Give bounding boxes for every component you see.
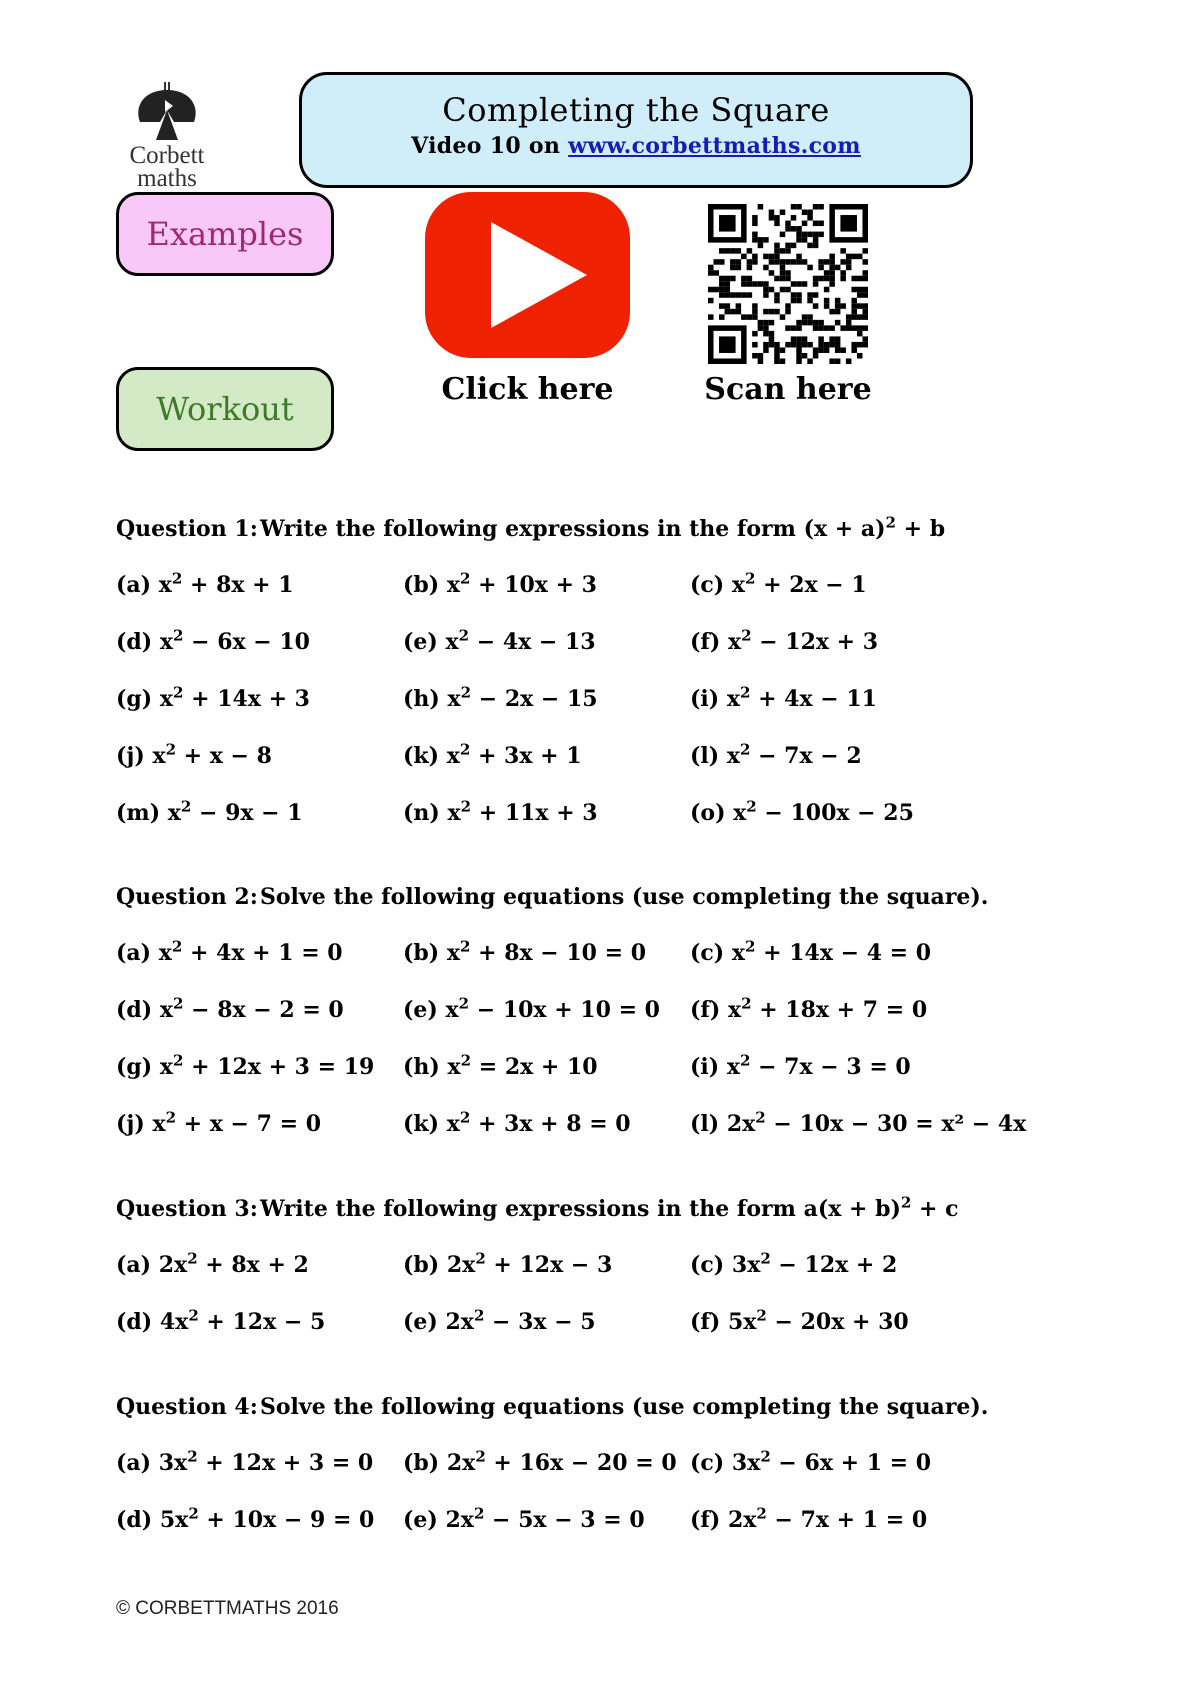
item-exponent: 2	[187, 1447, 198, 1466]
item-exponent: 2	[741, 994, 752, 1013]
question-2-heading	[116, 884, 988, 910]
item-label: (k)	[403, 1111, 440, 1137]
item-label: (b)	[403, 1450, 440, 1476]
item-label: (m)	[116, 800, 161, 826]
item-rest: + 3x + 8 = 0	[470, 1111, 631, 1137]
question-item	[403, 1306, 596, 1335]
item-term: 4x	[159, 1309, 189, 1335]
item-exponent: 2	[171, 569, 183, 588]
item-label: (h)	[403, 1054, 440, 1080]
item-term: x	[726, 686, 740, 712]
item-label: (f)	[690, 997, 721, 1023]
instruction-exponent: 2	[885, 513, 896, 532]
item-term: 2x	[445, 1309, 474, 1335]
item-exponent: 2	[165, 1108, 177, 1127]
question-item	[116, 1504, 375, 1533]
question-item	[690, 994, 928, 1023]
video-play-button[interactable]	[425, 192, 630, 358]
item-exponent: 2	[171, 937, 183, 956]
item-term: x	[158, 940, 172, 966]
item-label: (a)	[116, 1450, 152, 1476]
item-label: (e)	[403, 997, 438, 1023]
item-exponent: 2	[741, 626, 752, 645]
instruction-tail: + b	[895, 516, 946, 542]
item-rest: + 8x + 2	[197, 1252, 309, 1278]
item-term: x	[731, 940, 746, 966]
question-item	[403, 626, 596, 655]
item-rest: − 100x − 25	[756, 800, 914, 826]
item-term: 5x	[159, 1507, 189, 1533]
question-item	[116, 1447, 374, 1476]
item-label: (k)	[403, 743, 440, 769]
item-rest: − 6x − 10	[183, 629, 310, 655]
question-item	[690, 1504, 928, 1533]
question-item	[690, 626, 879, 655]
question-item	[690, 683, 877, 712]
item-term: x	[447, 800, 461, 826]
item-term: x	[446, 1111, 460, 1137]
item-rest: − 20x + 30	[766, 1309, 909, 1335]
item-rest: − 9x − 1	[191, 800, 303, 826]
question-item	[403, 1108, 631, 1137]
item-exponent: 2	[173, 1051, 184, 1070]
item-label: (d)	[116, 997, 153, 1023]
item-exponent: 2	[188, 1504, 199, 1523]
item-exponent: 2	[755, 1108, 766, 1127]
item-term: x	[159, 686, 173, 712]
question-instruction: Solve the following equations (use completing the square).	[260, 1394, 989, 1420]
item-label: (e)	[403, 1309, 438, 1335]
item-term: x	[445, 997, 459, 1023]
item-rest: − 10x + 10 = 0	[469, 997, 660, 1023]
item-exponent: 2	[473, 1504, 485, 1523]
corbettmaths-logo	[112, 82, 222, 192]
item-rest: − 12x + 3	[751, 629, 879, 655]
item-label: (d)	[116, 1507, 153, 1533]
item-term: x	[159, 629, 173, 655]
item-exponent: 2	[760, 1447, 771, 1466]
question-instruction: Write the following expressions in the form (x + a)	[260, 516, 886, 542]
item-rest: − 7x + 1 = 0	[766, 1507, 928, 1533]
question-item	[116, 740, 272, 769]
item-exponent: 2	[745, 937, 756, 956]
item-exponent: 2	[180, 797, 192, 816]
item-exponent: 2	[188, 1306, 199, 1325]
item-rest: = 2x + 10	[471, 1054, 598, 1080]
question-item	[403, 1447, 677, 1476]
item-term: x	[152, 743, 166, 769]
scan-here-label: Scan here	[704, 372, 872, 407]
item-rest: − 12x + 2	[770, 1252, 898, 1278]
question-1-heading	[116, 513, 946, 542]
logo-icon	[132, 82, 202, 144]
question-instruction: Write the following expressions in the form a(x + b)	[260, 1196, 901, 1222]
question-item	[690, 1447, 932, 1476]
item-label: (e)	[403, 1507, 438, 1533]
question-item	[116, 1051, 375, 1080]
item-label: (c)	[690, 1450, 725, 1476]
item-rest: − 5x − 3 = 0	[484, 1507, 645, 1533]
item-label: (f)	[690, 1309, 721, 1335]
question-item	[403, 569, 597, 598]
item-rest: − 7x − 2	[750, 743, 862, 769]
item-exponent: 2	[746, 797, 757, 816]
question-number: Question 2:	[116, 884, 258, 910]
copyright-footer: © CORBETTMATHS 2016	[116, 1598, 339, 1619]
item-label: (h)	[403, 686, 440, 712]
play-icon	[425, 192, 630, 358]
item-exponent: 2	[458, 994, 470, 1013]
item-rest: − 8x − 2 = 0	[183, 997, 344, 1023]
item-rest: + 11x + 3	[471, 800, 598, 826]
question-number: Question 1:	[116, 516, 258, 542]
instruction-tail: + c	[911, 1196, 959, 1222]
item-rest: − 10x − 30 = x² − 4x	[765, 1111, 1027, 1137]
question-item	[690, 1249, 898, 1278]
item-term: x	[167, 800, 181, 826]
item-label: (b)	[403, 572, 440, 598]
question-item	[116, 626, 310, 655]
item-exponent: 2	[459, 740, 471, 759]
item-rest: + 12x + 3 = 19	[183, 1054, 375, 1080]
item-term: x	[159, 1054, 173, 1080]
item-rest: − 7x − 3 = 0	[750, 1054, 911, 1080]
item-label: (n)	[403, 800, 440, 826]
video-prefix: Video 10 on	[411, 133, 569, 159]
question-item	[690, 1108, 1027, 1137]
item-term: x	[445, 629, 459, 655]
item-term: 2x	[446, 1450, 476, 1476]
video-reference	[302, 133, 970, 159]
item-label: (l)	[690, 743, 720, 769]
item-exponent: 2	[187, 1249, 198, 1268]
item-label: (d)	[116, 629, 153, 655]
item-rest: + 12x − 3	[485, 1252, 613, 1278]
question-item	[690, 797, 914, 826]
item-rest: + 14x − 4 = 0	[755, 940, 932, 966]
item-term: x	[733, 800, 747, 826]
logo-line2: maths	[137, 165, 197, 192]
item-exponent: 2	[475, 1447, 486, 1466]
item-term: 3x	[731, 1252, 761, 1278]
item-label: (a)	[116, 940, 152, 966]
item-exponent: 2	[165, 740, 177, 759]
question-item	[116, 937, 343, 966]
workout-button[interactable]: Workout	[116, 367, 334, 451]
item-rest: + 4x + 1 = 0	[182, 940, 343, 966]
item-rest: + 10x + 3	[470, 572, 597, 598]
question-item	[403, 797, 598, 826]
item-label: (l)	[690, 1111, 720, 1137]
item-rest: + 4x − 11	[750, 686, 877, 712]
item-term: 5x	[727, 1309, 757, 1335]
item-rest: + 10x − 9 = 0	[198, 1507, 375, 1533]
question-item	[403, 683, 598, 712]
question-item	[690, 937, 932, 966]
question-item	[403, 994, 660, 1023]
item-exponent: 2	[475, 1249, 486, 1268]
item-exponent: 2	[173, 626, 184, 645]
item-label: (i)	[690, 1054, 720, 1080]
qr-code-icon[interactable]	[708, 204, 868, 364]
question-item	[403, 937, 647, 966]
item-label: (a)	[116, 1252, 152, 1278]
item-label: (i)	[690, 686, 720, 712]
item-exponent: 2	[458, 626, 470, 645]
question-item	[116, 797, 303, 826]
item-label: (b)	[403, 940, 440, 966]
item-exponent: 2	[459, 1108, 471, 1127]
question-3-heading	[116, 1193, 959, 1222]
item-term: x	[446, 743, 460, 769]
question-item	[116, 1306, 326, 1335]
item-label: (a)	[116, 572, 152, 598]
item-label: (d)	[116, 1309, 153, 1335]
item-rest: + 3x + 1	[470, 743, 582, 769]
question-item	[116, 683, 310, 712]
website-link[interactable]: www.corbettmaths.com	[568, 133, 861, 159]
item-term: 2x	[445, 1507, 474, 1533]
item-label: (o)	[690, 800, 726, 826]
item-rest: + 8x − 10 = 0	[470, 940, 647, 966]
item-exponent: 2	[173, 683, 184, 702]
question-item	[403, 1504, 645, 1533]
page-title: Completing the Square	[442, 91, 830, 129]
item-exponent: 2	[756, 1306, 767, 1325]
item-term: 3x	[731, 1450, 761, 1476]
item-term: x	[159, 997, 173, 1023]
item-exponent: 2	[739, 1051, 751, 1070]
item-exponent: 2	[460, 937, 471, 956]
item-rest: + 8x + 1	[182, 572, 294, 598]
item-label: (j)	[116, 1111, 145, 1137]
item-label: (c)	[690, 572, 725, 598]
question-4-heading	[116, 1394, 988, 1420]
question-item	[403, 1051, 598, 1080]
item-exponent: 2	[460, 569, 471, 588]
item-label: (f)	[690, 1507, 721, 1533]
question-item	[690, 1306, 909, 1335]
item-rest: + x − 7 = 0	[176, 1111, 322, 1137]
item-label: (f)	[690, 629, 721, 655]
logo-line1: Corbett	[129, 142, 205, 169]
question-number: Question 4:	[116, 1394, 258, 1420]
item-rest: + 12x − 5	[198, 1309, 326, 1335]
item-rest: − 4x − 13	[469, 629, 596, 655]
item-exponent: 2	[473, 1306, 485, 1325]
item-exponent: 2	[460, 797, 472, 816]
item-exponent: 2	[460, 1051, 472, 1070]
item-term: 3x	[158, 1450, 188, 1476]
item-term: x	[158, 572, 172, 598]
item-term: x	[731, 572, 746, 598]
item-label: (b)	[403, 1252, 440, 1278]
question-item	[116, 994, 344, 1023]
title-box	[299, 72, 973, 188]
instruction-exponent: 2	[900, 1193, 912, 1212]
item-exponent: 2	[460, 683, 472, 702]
question-item	[690, 1051, 911, 1080]
item-rest: + 12x + 3 = 0	[197, 1450, 374, 1476]
item-rest: + 2x − 1	[755, 572, 867, 598]
click-here-label[interactable]: Click here	[441, 372, 614, 407]
examples-button[interactable]: Examples	[116, 192, 334, 276]
item-term: 2x	[726, 1111, 756, 1137]
item-term: x	[727, 997, 742, 1023]
item-rest: + 18x + 7 = 0	[751, 997, 928, 1023]
item-exponent: 2	[739, 740, 751, 759]
item-rest: + x − 8	[176, 743, 272, 769]
question-number: Question 3:	[116, 1196, 258, 1222]
item-rest: + 16x − 20 = 0	[485, 1450, 677, 1476]
question-item	[116, 569, 294, 598]
item-label: (g)	[116, 1054, 153, 1080]
item-term: x	[446, 940, 460, 966]
item-term: 2x	[158, 1252, 188, 1278]
item-term: 2x	[727, 1507, 757, 1533]
item-exponent: 2	[760, 1249, 771, 1268]
question-item	[690, 740, 862, 769]
question-item	[403, 1249, 613, 1278]
item-rest: + 14x + 3	[183, 686, 310, 712]
item-label: (g)	[116, 686, 153, 712]
item-exponent: 2	[745, 569, 756, 588]
item-term: x	[446, 572, 460, 598]
question-item	[403, 740, 582, 769]
item-term: x	[152, 1111, 166, 1137]
item-term: x	[726, 743, 740, 769]
item-rest: − 3x − 5	[484, 1309, 596, 1335]
item-term: x	[447, 1054, 461, 1080]
item-label: (e)	[403, 629, 438, 655]
item-exponent: 2	[173, 994, 184, 1013]
item-rest: − 2x − 15	[471, 686, 598, 712]
item-term: x	[447, 686, 461, 712]
item-exponent: 2	[756, 1504, 767, 1523]
question-item	[116, 1108, 322, 1137]
item-label: (c)	[690, 1252, 725, 1278]
item-term: 2x	[446, 1252, 476, 1278]
question-item	[116, 1249, 309, 1278]
item-term: x	[727, 629, 742, 655]
item-term: x	[726, 1054, 740, 1080]
item-label: (c)	[690, 940, 725, 966]
item-label: (j)	[116, 743, 145, 769]
item-rest: − 6x + 1 = 0	[770, 1450, 932, 1476]
item-exponent: 2	[739, 683, 751, 702]
question-instruction: Solve the following equations (use completing the square).	[260, 884, 989, 910]
question-item	[690, 569, 867, 598]
